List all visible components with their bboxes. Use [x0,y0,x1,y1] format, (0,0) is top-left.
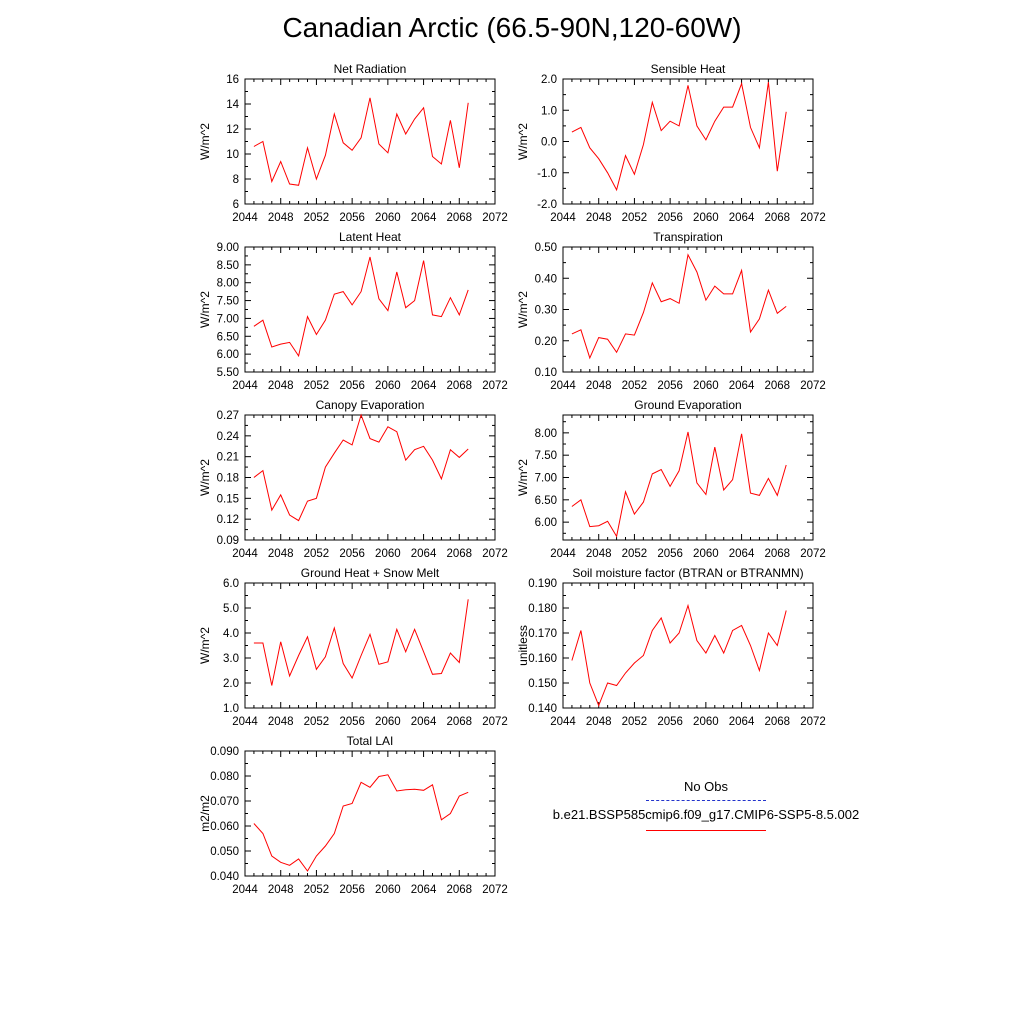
y-tick-label: 0.090 [210,746,239,758]
x-tick-label: 2072 [482,380,508,392]
y-tick-label: 0.20 [534,335,557,348]
y-tick-label: 0.080 [210,771,239,783]
y-tick-label: 0.050 [210,846,239,858]
x-tick-label: 2068 [764,380,791,392]
chart-title: Transpiration [653,230,723,244]
series-line [572,432,786,536]
plot-frame [245,583,495,708]
y-tick-label: 0.50 [534,242,557,254]
chart-title: Net Radiation [333,62,407,76]
x-tick-label: 2060 [693,212,719,224]
x-tick-label: 2064 [728,212,755,224]
x-tick-label: 2052 [621,548,648,560]
y-tick-label: 9.00 [216,242,239,254]
chart-title: Total LAI [346,734,394,748]
chart-title: Latent Heat [338,230,402,244]
x-tick-label: 2044 [232,716,258,728]
y-tick-label: 7.00 [534,472,557,485]
x-tick-label: 2048 [267,212,294,224]
x-tick-label: 2048 [585,548,612,560]
chart-title: Ground Heat + Snow Melt [300,566,440,580]
x-tick-label: 2064 [728,548,755,560]
y-tick-label: 1.0 [223,703,239,715]
x-tick-label: 2068 [446,380,473,392]
x-tick-label: 2060 [693,380,719,392]
x-tick-label: 2068 [446,212,473,224]
legend-obs-label: No Obs [683,779,729,794]
chart-panel [198,62,508,224]
x-tick-label: 2064 [728,716,755,728]
y-axis-label: W/m^2 [516,459,530,496]
chart-panel [516,62,826,224]
x-tick-label: 2068 [446,716,473,728]
plot-frame [245,247,495,372]
y-tick-label: 0.140 [528,703,557,715]
y-tick-label: 0.180 [528,603,557,615]
x-tick-label: 2064 [410,884,437,896]
x-tick-label: 2068 [764,548,791,560]
y-tick-label: 4.0 [223,628,239,640]
plot-frame [563,79,813,204]
x-tick-label: 2068 [446,884,473,896]
y-tick-label: 6.0 [223,578,239,590]
y-tick-label: 6 [232,199,239,211]
chart-title: Canopy Evaporation [315,398,425,412]
x-tick-label: 2056 [657,380,683,392]
chart-panel [198,566,508,728]
x-tick-label: 2052 [303,212,330,224]
y-tick-label: 0.27 [216,410,239,422]
x-tick-label: 2048 [585,212,612,224]
x-tick-label: 2060 [375,884,401,896]
y-tick-label: 8 [232,174,239,186]
x-tick-label: 2072 [482,548,508,560]
chart-panel [198,734,508,896]
x-tick-label: 2044 [232,884,258,896]
x-tick-label: 2056 [657,716,683,728]
y-tick-label: 0.060 [210,821,239,833]
series-line [572,606,786,706]
x-tick-label: 2052 [303,548,330,560]
chart-panel [198,230,508,392]
y-axis-label: m2/m2 [198,795,212,832]
x-tick-label: 2056 [339,548,365,560]
x-tick-label: 2044 [232,548,258,560]
y-tick-label: 16 [226,74,239,86]
y-tick-label: 0.040 [210,871,239,883]
x-tick-label: 2048 [585,716,612,728]
y-tick-label: 0.21 [216,451,239,464]
y-axis-label: W/m^2 [198,123,212,160]
y-axis-label: W/m^2 [198,627,212,664]
plot-frame [563,583,813,708]
x-tick-label: 2056 [339,884,365,896]
y-tick-label: 7.00 [216,313,239,326]
x-tick-label: 2056 [657,212,683,224]
legend-obs-line [646,800,766,801]
x-tick-label: 2060 [693,716,719,728]
y-tick-label: -1.0 [537,167,557,180]
y-tick-label: 0.160 [528,653,557,665]
x-tick-label: 2044 [232,380,258,392]
y-tick-label: 3.0 [223,653,239,665]
y-tick-label: 0.170 [528,628,557,640]
x-tick-label: 2044 [550,548,576,560]
x-tick-label: 2052 [621,212,648,224]
x-tick-label: 2064 [728,380,755,392]
x-tick-label: 2056 [339,716,365,728]
chart-title: Soil moisture factor (BTRAN or BTRANMN) [572,566,804,580]
y-tick-label: 0.40 [534,273,557,286]
y-tick-label: 0.24 [216,430,239,443]
x-tick-label: 2060 [693,548,719,560]
y-tick-label: 5.50 [216,367,239,379]
chart-panel [516,398,826,560]
x-tick-label: 2052 [303,884,330,896]
y-tick-label: 6.50 [216,331,239,344]
y-tick-label: 5.0 [223,603,239,615]
chart-title: Ground Evaporation [634,398,742,412]
x-tick-label: 2060 [375,212,401,224]
y-tick-label: 2.0 [541,74,557,86]
y-tick-label: 0.070 [210,796,239,808]
chart-panel [516,230,826,392]
y-tick-label: 0.10 [534,367,557,379]
series-line [572,82,786,190]
y-axis-label: W/m^2 [198,291,212,328]
y-axis-label: W/m^2 [516,291,530,328]
y-tick-label: 6.00 [534,517,557,530]
x-tick-label: 2048 [267,716,294,728]
x-tick-label: 2048 [267,548,294,560]
x-tick-label: 2044 [232,212,258,224]
x-tick-label: 2068 [764,716,791,728]
series-line [254,599,468,685]
x-tick-label: 2060 [375,380,401,392]
y-tick-label: 14 [226,99,239,111]
y-axis-label: W/m^2 [198,459,212,496]
y-tick-label: 0.0 [541,136,557,149]
x-tick-label: 2052 [303,716,330,728]
y-tick-label: 0.150 [528,678,557,690]
y-tick-label: -2.0 [537,199,557,211]
y-tick-label: 1.0 [541,105,557,118]
y-tick-label: 0.190 [528,578,557,590]
x-tick-label: 2052 [621,716,648,728]
x-tick-label: 2072 [800,380,826,392]
series-line [254,415,468,521]
x-tick-label: 2052 [303,380,330,392]
x-tick-label: 2044 [550,380,576,392]
x-tick-label: 2056 [657,548,683,560]
y-tick-label: 0.09 [216,535,239,547]
x-tick-label: 2048 [585,380,612,392]
y-tick-label: 8.00 [216,277,239,290]
series-line [254,775,468,871]
y-tick-label: 10 [226,149,239,161]
x-tick-label: 2056 [339,212,365,224]
x-tick-label: 2060 [375,548,401,560]
x-tick-label: 2048 [267,884,294,896]
legend-run-label: b.e21.BSSP585cmip6.f09_g17.CMIP6-SSP5-8.5.002 [552,807,860,822]
x-tick-label: 2068 [764,212,791,224]
x-tick-label: 2072 [482,716,508,728]
chart-title: Sensible Heat [650,62,726,76]
x-tick-label: 2072 [482,212,508,224]
y-tick-label: 8.50 [216,259,239,272]
x-tick-label: 2072 [800,212,826,224]
y-tick-label: 7.50 [216,295,239,308]
y-tick-label: 0.12 [216,514,239,527]
x-tick-label: 2072 [800,716,826,728]
series-line [572,255,786,358]
x-tick-label: 2044 [550,212,576,224]
plot-frame [245,751,495,876]
x-tick-label: 2052 [621,380,648,392]
legend-run-line [646,830,766,831]
y-axis-label: W/m^2 [516,123,530,160]
x-tick-label: 2044 [550,716,576,728]
x-tick-label: 2048 [267,380,294,392]
x-tick-label: 2072 [482,884,508,896]
series-line [254,98,468,186]
y-axis-label: unitless [516,625,530,666]
x-tick-label: 2064 [410,380,437,392]
x-tick-label: 2068 [446,548,473,560]
y-tick-label: 7.50 [534,450,557,463]
chart-panel [516,566,826,728]
y-tick-label: 0.30 [534,304,557,317]
y-tick-label: 0.15 [216,493,239,506]
chart-panel [198,398,508,560]
y-tick-label: 2.0 [223,678,239,690]
x-tick-label: 2064 [410,716,437,728]
y-tick-label: 6.50 [534,494,557,507]
y-tick-label: 8.00 [534,427,557,440]
page-title: Canadian Arctic (66.5-90N,120-60W) [282,12,742,43]
y-tick-label: 12 [226,124,239,136]
y-tick-label: 0.18 [216,472,239,485]
x-tick-label: 2072 [800,548,826,560]
x-tick-label: 2060 [375,716,401,728]
y-tick-label: 6.00 [216,349,239,362]
series-line [254,257,468,356]
x-tick-label: 2056 [339,380,365,392]
x-tick-label: 2064 [410,212,437,224]
x-tick-label: 2064 [410,548,437,560]
plot-frame [245,415,495,540]
